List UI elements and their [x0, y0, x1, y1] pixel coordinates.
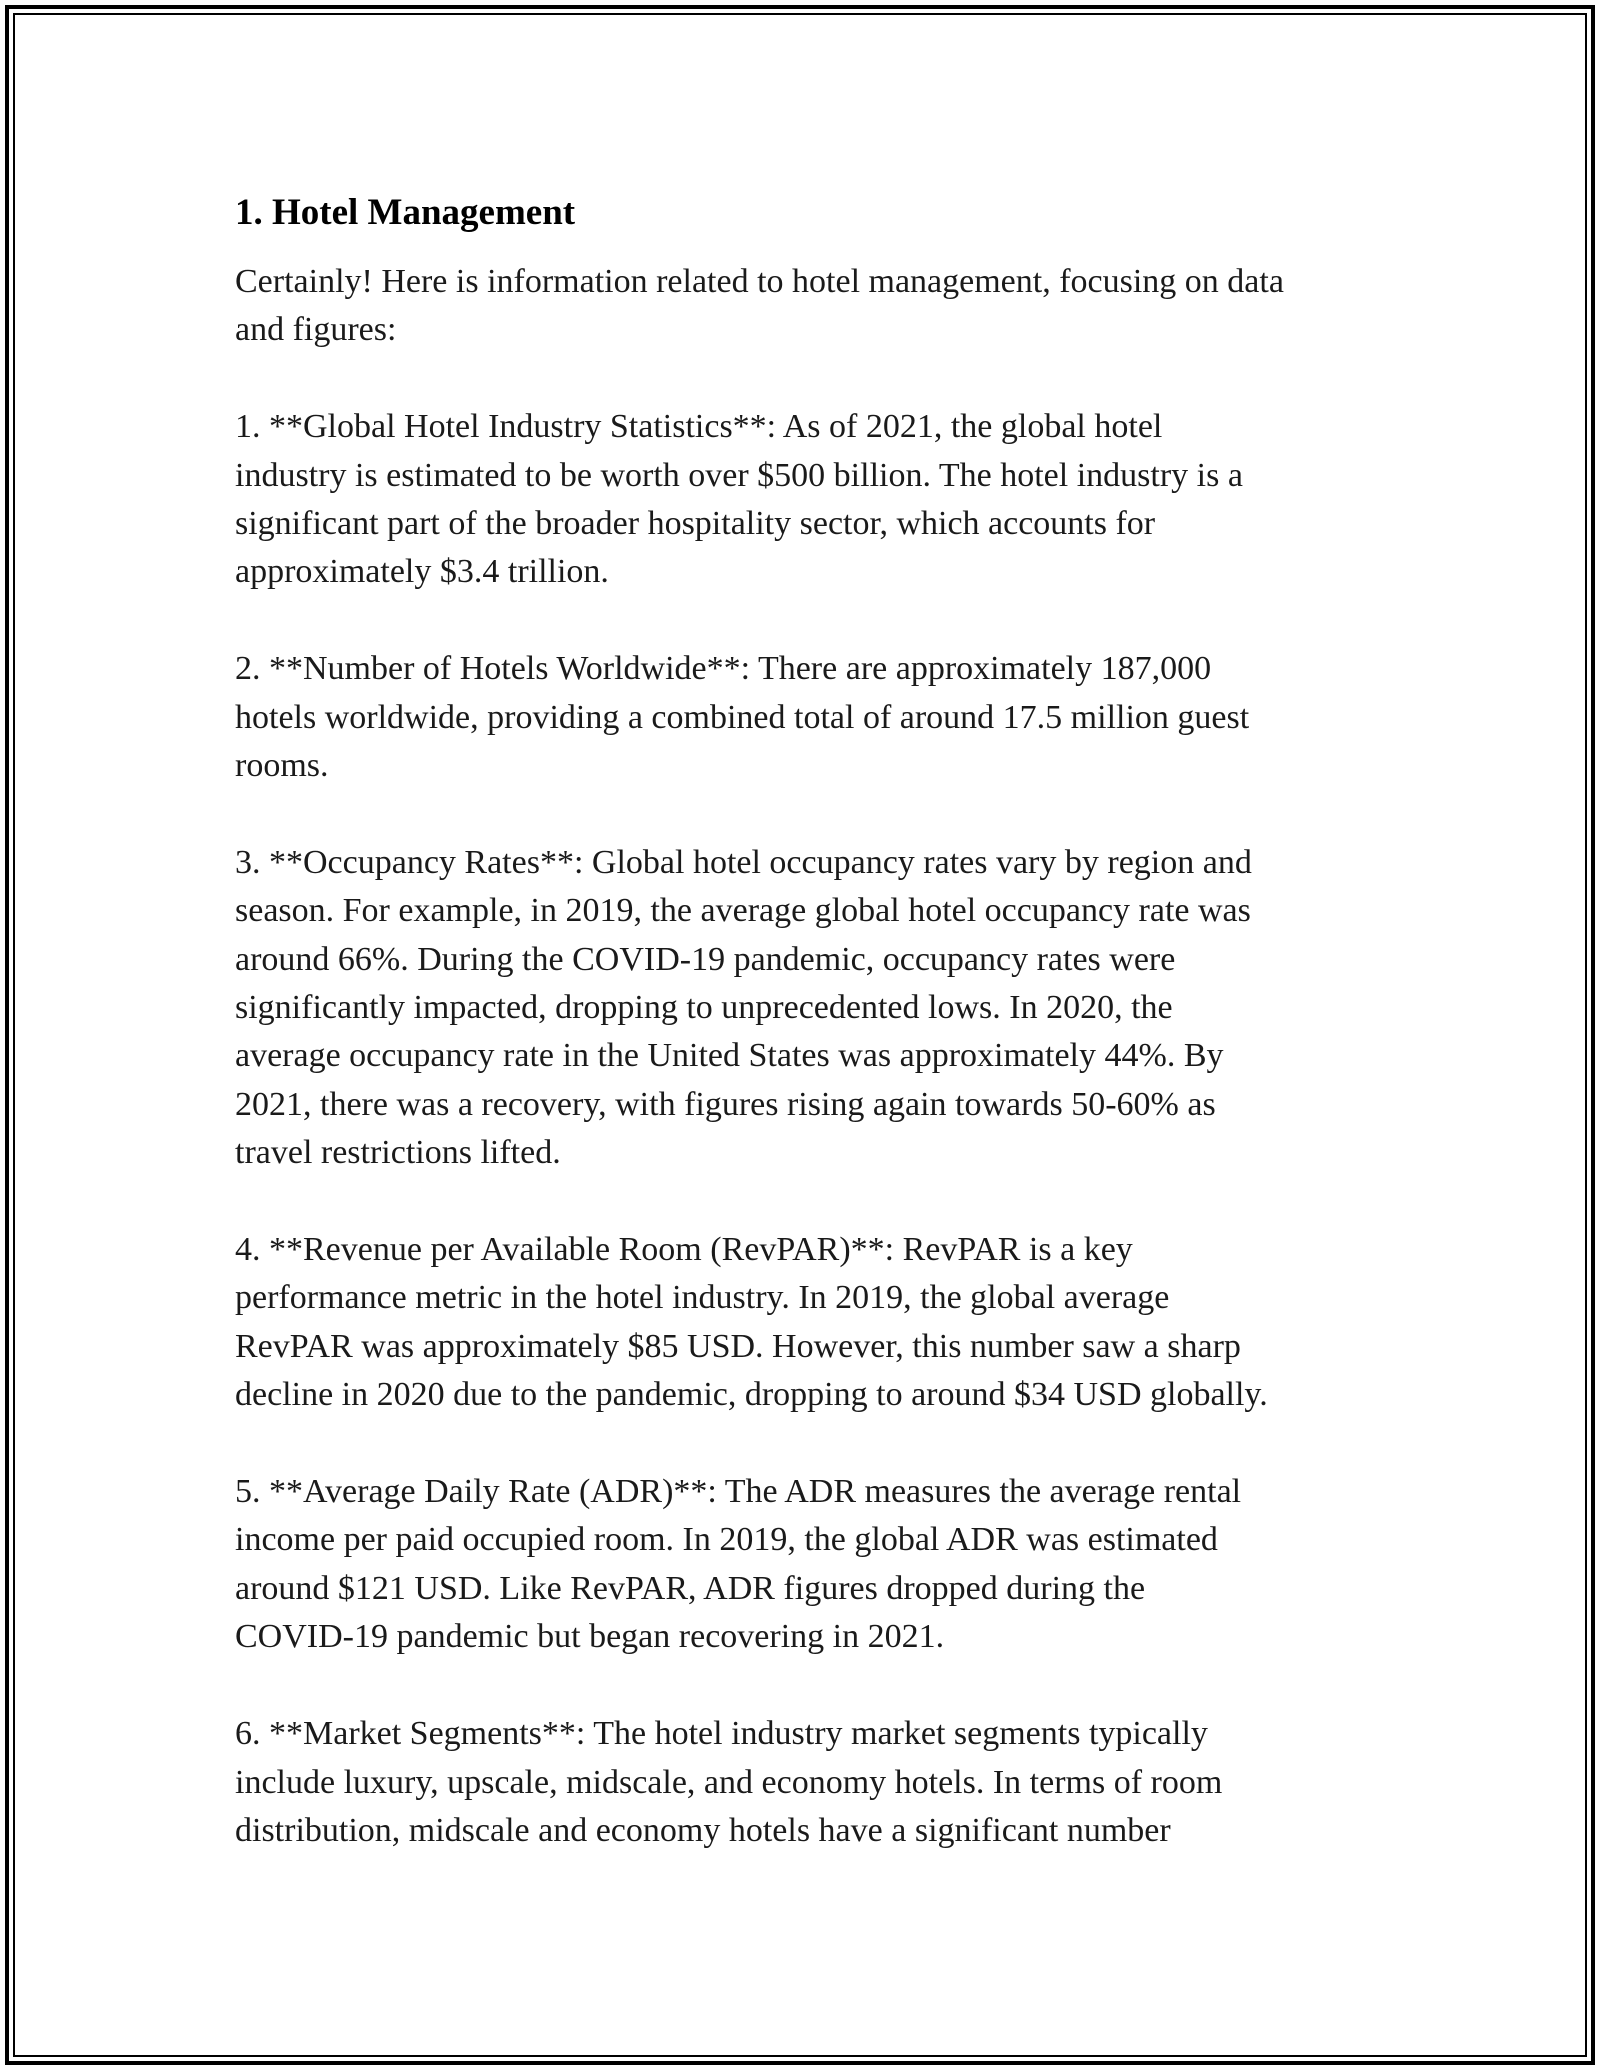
- list-item-number-of-hotels: 2. **Number of Hotels Worldwide**: There are approximately 187,000 hotels worldwide, providing a combined total of around 17.5 million guest rooms.: [235, 650, 1250, 785]
- list-item-occupancy-rates: 3. **Occupancy Rates**: Global hotel occupancy rates vary by region and season. For example, in 2019, the average global hotel occupancy rate was around 66%. During the COVID-19 pandemic, occupancy rates were significantly impacted, dropping to unprecedented lows. In 2020, the average occupancy rate in the United States was approximately 44%. By 2021, there was a recovery, with figures rising again towards 50-60% as travel restrictions lifted.: [235, 843, 1252, 1172]
- list-item-global-statistics: 1. **Global Hotel Industry Statistics**: As of 2021, the global hotel industry is estimated to be worth over $500 billion. The hotel industry is a significant part of the broader hospitality sector, which accounts for approximately $3.4 trillion.: [235, 408, 1243, 591]
- list-item-revpar: 4. **Revenue per Available Room (RevPAR)**: RevPAR is a key performance metric in the hotel industry. In 2019, the global average RevPAR was approximately $85 USD. However, this number saw a sharp decline in 2020 due to the pandemic, dropping to around $34 USD globally.: [235, 1231, 1268, 1414]
- list-item-adr: 5. **Average Daily Rate (ADR)**: The ADR measures the average rental income per paid occupied room. In 2019, the global ADR was estimated around $121 USD. Like RevPAR, ADR figures dropped during the COVID-19 pandemic but began recovering in 2021.: [235, 1473, 1242, 1656]
- document-body: [235, 185, 1385, 1855]
- intro-paragraph: Certainly! Here is information related to hotel management, focusing on data and figures:: [235, 263, 1284, 349]
- list-item-market-segments: 6. **Market Segments**: The hotel industry market segments typically include luxury, upscale, midscale, and economy hotels. In terms of room distribution, midscale and economy hotels have a significant number: [235, 1715, 1223, 1849]
- document-title: 1. Hotel Management: [235, 192, 576, 233]
